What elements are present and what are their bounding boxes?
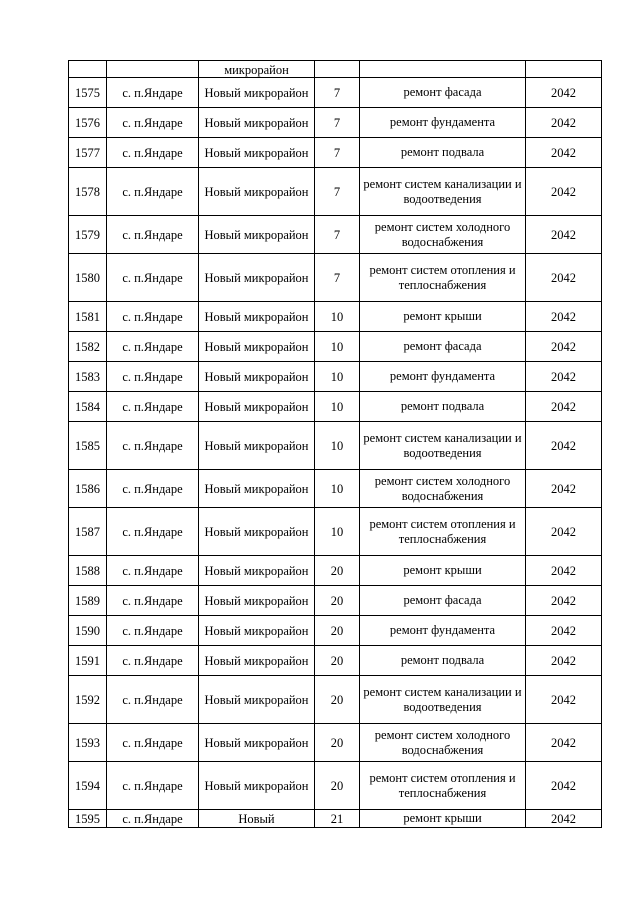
district-cell: Новый микрорайон <box>199 168 315 216</box>
house-number-cell: 20 <box>315 616 360 646</box>
house-number-cell: 20 <box>315 556 360 586</box>
house-number-cell: 7 <box>315 168 360 216</box>
row-number-cell: 1577 <box>69 138 107 168</box>
row-number-cell: 1592 <box>69 676 107 724</box>
table-row <box>69 168 602 216</box>
table-row <box>69 724 602 762</box>
table-row <box>69 332 602 362</box>
work-type-cell: ремонт систем отопления и теплоснабжения <box>360 254 526 302</box>
row-number-cell: 1581 <box>69 302 107 332</box>
district-cell: микрорайон <box>199 61 315 78</box>
table-row <box>69 392 602 422</box>
settlement-cell: с. п.Яндаре <box>107 254 199 302</box>
year-cell: 2042 <box>526 392 602 422</box>
district-cell: Новый микрорайон <box>199 762 315 810</box>
house-number-cell: 20 <box>315 724 360 762</box>
house-number-cell: 20 <box>315 762 360 810</box>
district-cell: Новый микрорайон <box>199 108 315 138</box>
house-cell <box>315 61 360 78</box>
work-type-cell: ремонт фасада <box>360 78 526 108</box>
year-cell: 2042 <box>526 724 602 762</box>
district-cell: Новый микрорайон <box>199 362 315 392</box>
house-number-cell: 10 <box>315 392 360 422</box>
row-number-cell: 1590 <box>69 616 107 646</box>
work-type-cell: ремонт фасада <box>360 586 526 616</box>
continuation-row <box>69 61 602 78</box>
settlement-cell: с. п.Яндаре <box>107 556 199 586</box>
district-cell: Новый микрорайон <box>199 254 315 302</box>
row-number-cell: 1595 <box>69 810 107 828</box>
work-type-cell: ремонт крыши <box>360 556 526 586</box>
district-cell: Новый микрорайон <box>199 332 315 362</box>
house-number-cell: 10 <box>315 470 360 508</box>
year-cell: 2042 <box>526 810 602 828</box>
work-type-cell: ремонт подвала <box>360 392 526 422</box>
table-row <box>69 254 602 302</box>
district-cell: Новый микрорайон <box>199 216 315 254</box>
year-cell: 2042 <box>526 616 602 646</box>
table-row <box>69 362 602 392</box>
year-cell: 2042 <box>526 762 602 810</box>
row-number-cell: 1583 <box>69 362 107 392</box>
year-cell: 2042 <box>526 362 602 392</box>
settlement-cell: с. п.Яндаре <box>107 108 199 138</box>
table-row <box>69 586 602 616</box>
work-type-cell: ремонт систем отопления и теплоснабжения <box>360 762 526 810</box>
row-number-cell: 1584 <box>69 392 107 422</box>
table-row <box>69 422 602 470</box>
row-number-cell: 1594 <box>69 762 107 810</box>
year-cell: 2042 <box>526 586 602 616</box>
house-number-cell: 7 <box>315 216 360 254</box>
table-row <box>69 470 602 508</box>
work-type-cell: ремонт систем канализации и водоотведения <box>360 168 526 216</box>
district-cell: Новый микрорайон <box>199 586 315 616</box>
settlement-cell <box>107 61 199 78</box>
work-type-cell: ремонт крыши <box>360 810 526 828</box>
settlement-cell: с. п.Яндаре <box>107 616 199 646</box>
settlement-cell: с. п.Яндаре <box>107 422 199 470</box>
settlement-cell: с. п.Яндаре <box>107 332 199 362</box>
district-cell: Новый микрорайон <box>199 470 315 508</box>
row-number-cell: 1585 <box>69 422 107 470</box>
settlement-cell: с. п.Яндаре <box>107 362 199 392</box>
settlement-cell: с. п.Яндаре <box>107 302 199 332</box>
table-body <box>69 61 602 828</box>
district-cell: Новый микрорайон <box>199 78 315 108</box>
table-row <box>69 508 602 556</box>
settlement-cell: с. п.Яндаре <box>107 216 199 254</box>
row-number-cell: 1593 <box>69 724 107 762</box>
district-cell: Новый микрорайон <box>199 302 315 332</box>
settlement-cell: с. п.Яндаре <box>107 810 199 828</box>
work-type-cell: ремонт систем канализации и водоотведения <box>360 422 526 470</box>
work-type-cell: ремонт фундамента <box>360 616 526 646</box>
year-cell: 2042 <box>526 168 602 216</box>
year-cell: 2042 <box>526 556 602 586</box>
table-row <box>69 676 602 724</box>
district-cell: Новый микрорайон <box>199 138 315 168</box>
settlement-cell: с. п.Яндаре <box>107 168 199 216</box>
district-cell: Новый микрорайон <box>199 422 315 470</box>
row-number-cell: 1586 <box>69 470 107 508</box>
table-row <box>69 138 602 168</box>
settlement-cell: с. п.Яндаре <box>107 676 199 724</box>
house-number-cell: 20 <box>315 676 360 724</box>
district-cell: Новый микрорайон <box>199 724 315 762</box>
row-number-cell <box>69 61 107 78</box>
house-number-cell: 7 <box>315 78 360 108</box>
year-cell: 2042 <box>526 508 602 556</box>
row-number-cell: 1579 <box>69 216 107 254</box>
settlement-cell: с. п.Яндаре <box>107 470 199 508</box>
house-number-cell: 10 <box>315 362 360 392</box>
settlement-cell: с. п.Яндаре <box>107 78 199 108</box>
work-type-cell <box>360 61 526 78</box>
district-cell: Новый микрорайон <box>199 508 315 556</box>
repair-schedule-table-container <box>68 60 602 828</box>
work-type-cell: ремонт фасада <box>360 332 526 362</box>
settlement-cell: с. п.Яндаре <box>107 138 199 168</box>
year-cell: 2042 <box>526 78 602 108</box>
house-number-cell: 21 <box>315 810 360 828</box>
year-cell: 2042 <box>526 470 602 508</box>
table-row <box>69 108 602 138</box>
year-cell: 2042 <box>526 422 602 470</box>
row-number-cell: 1580 <box>69 254 107 302</box>
settlement-cell: с. п.Яндаре <box>107 508 199 556</box>
table-row <box>69 556 602 586</box>
repair-schedule-table <box>68 60 602 828</box>
settlement-cell: с. п.Яндаре <box>107 762 199 810</box>
year-cell: 2042 <box>526 108 602 138</box>
table-row <box>69 810 602 828</box>
house-number-cell: 10 <box>315 332 360 362</box>
work-type-cell: ремонт крыши <box>360 302 526 332</box>
table-row <box>69 302 602 332</box>
district-cell: Новый микрорайон <box>199 392 315 422</box>
district-cell: Новый микрорайон <box>199 676 315 724</box>
house-number-cell: 10 <box>315 508 360 556</box>
table-row <box>69 646 602 676</box>
row-number-cell: 1582 <box>69 332 107 362</box>
house-number-cell: 20 <box>315 586 360 616</box>
house-number-cell: 10 <box>315 302 360 332</box>
work-type-cell: ремонт систем холодного водоснабжения <box>360 724 526 762</box>
year-cell <box>526 61 602 78</box>
table-row <box>69 78 602 108</box>
work-type-cell: ремонт фундамента <box>360 362 526 392</box>
row-number-cell: 1588 <box>69 556 107 586</box>
house-number-cell: 7 <box>315 138 360 168</box>
table-row <box>69 762 602 810</box>
settlement-cell: с. п.Яндаре <box>107 586 199 616</box>
work-type-cell: ремонт систем холодного водоснабжения <box>360 470 526 508</box>
settlement-cell: с. п.Яндаре <box>107 392 199 422</box>
work-type-cell: ремонт фундамента <box>360 108 526 138</box>
district-cell: Новый микрорайон <box>199 616 315 646</box>
work-type-cell: ремонт систем отопления и теплоснабжения <box>360 508 526 556</box>
row-number-cell: 1575 <box>69 78 107 108</box>
settlement-cell: с. п.Яндаре <box>107 724 199 762</box>
work-type-cell: ремонт подвала <box>360 646 526 676</box>
year-cell: 2042 <box>526 676 602 724</box>
row-number-cell: 1576 <box>69 108 107 138</box>
year-cell: 2042 <box>526 138 602 168</box>
house-number-cell: 7 <box>315 108 360 138</box>
district-cell: Новый микрорайон <box>199 556 315 586</box>
settlement-cell: с. п.Яндаре <box>107 646 199 676</box>
table-row <box>69 616 602 646</box>
year-cell: 2042 <box>526 216 602 254</box>
row-number-cell: 1591 <box>69 646 107 676</box>
work-type-cell: ремонт систем холодного водоснабжения <box>360 216 526 254</box>
house-number-cell: 7 <box>315 254 360 302</box>
table-row <box>69 216 602 254</box>
house-number-cell: 10 <box>315 422 360 470</box>
work-type-cell: ремонт систем канализации и водоотведения <box>360 676 526 724</box>
district-cell: Новый <box>199 810 315 828</box>
district-cell: Новый микрорайон <box>199 646 315 676</box>
row-number-cell: 1578 <box>69 168 107 216</box>
work-type-cell: ремонт подвала <box>360 138 526 168</box>
house-number-cell: 20 <box>315 646 360 676</box>
row-number-cell: 1589 <box>69 586 107 616</box>
year-cell: 2042 <box>526 332 602 362</box>
year-cell: 2042 <box>526 254 602 302</box>
year-cell: 2042 <box>526 302 602 332</box>
row-number-cell: 1587 <box>69 508 107 556</box>
year-cell: 2042 <box>526 646 602 676</box>
